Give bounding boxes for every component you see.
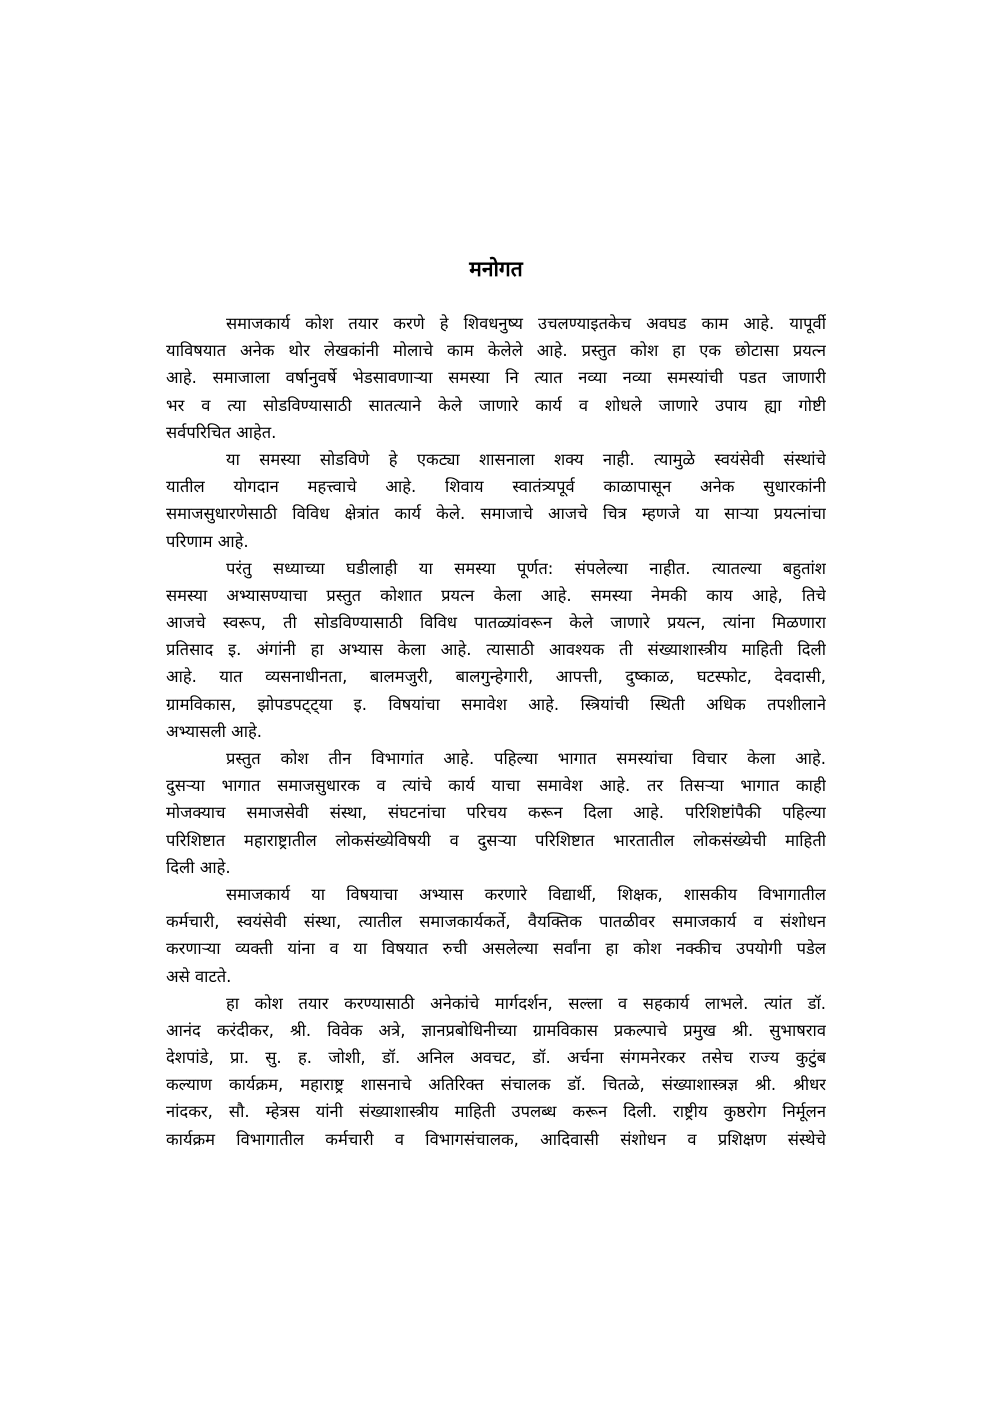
text-line: कार्यक्रम विभागातील कर्मचारी व विभागसंचालक, आदिवासी संशोधन व प्रशिक्षण संस्थेचे [166, 1129, 826, 1149]
text-line: परिशिष्टात महाराष्ट्रातील लोकसंख्येविषयी व दुसऱ्या परिशिष्टात भारतातील लोकसंख्येची माहिती [166, 830, 826, 850]
text-line: अभ्यासली आहे. [166, 721, 263, 741]
text-line: कर्मचारी, स्वयंसेवी संस्था, त्यातील समाजकार्यकर्ते, वैयक्तिक पातळीवर समाजकार्य व संशोधन [166, 912, 826, 932]
text-line: या समस्या सोडविणे हे एकट्या शासनाला शक्य नाही. त्यामुळे स्वयंसेवी संस्थांचे [226, 449, 826, 469]
paragraph [166, 881, 826, 990]
text-line: नांदकर, सौ. म्हेत्रस यांनी संख्याशास्त्रीय माहिती उपलब्ध करून दिली. राष्ट्रीय कुष्ठरोग निर्मूलन [166, 1102, 826, 1122]
preface-body [166, 310, 826, 1153]
paragraph [166, 555, 826, 745]
text-line: परिणाम आहे. [166, 531, 249, 551]
text-line: परंतु सध्याच्या घडीलाही या समस्या पूर्णत: संपलेल्या नाहीत. त्यातल्या बहुतांश [226, 558, 826, 578]
text-line: असे वाटते. [166, 966, 232, 986]
text-line: कल्याण कार्यक्रम, महाराष्ट्र शासनाचे अतिरिक्त संचालक डॉ. चितळे, संख्याशास्त्रज्ञ श्री. श्रीधर [166, 1075, 826, 1095]
text-line: देशपांडे, प्रा. सु. ह. जोशी, डॉ. अनिल अवचट, डॉ. अर्चना संगमनेरकर तसेच राज्य कुटुंब [166, 1048, 826, 1068]
text-line: समाजकार्य कोश तयार करणे हे शिवधनुष्य उचलण्याइतकेच अवघड काम आहे. यापूर्वी [226, 314, 826, 333]
text-line: आहे. समाजाला वर्षानुवर्षे भेडसावणाऱ्या समस्या नि त्यात नव्या नव्या समस्यांची पडत जाणारी [166, 368, 826, 388]
text-line: मोजक्याच समाजसेवी संस्था, संघटनांचा परिचय करून दिला आहे. परिशिष्टांपैकी पहिल्या [166, 803, 826, 823]
page-title: मनोगत [469, 257, 523, 281]
text-line: ग्रामविकास, झोपडपट्ट्या इ. विषयांचा समावेश आहे. स्त्रियांची स्थिती अधिक तपशीलाने [166, 694, 826, 714]
text-line: प्रस्तुत कोश तीन विभागांत आहे. पहिल्या भागात समस्यांचा विचार केला आहे. [226, 749, 826, 768]
text-line: समाजकार्य या विषयाचा अभ्यास करणारे विद्यार्थी, शिक्षक, शासकीय विभागातील [226, 884, 826, 904]
text-line: भर व त्या सोडविण्यासाठी सातत्याने केले जाणारे कार्य व शोधले जाणारे उपाय ह्या गोष्टी [166, 395, 826, 415]
text-line: याविषयात अनेक थोर लेखकांनी मोलाचे काम केलेले आहे. प्रस्तुत कोश हा एक छोटासा प्रयत्न [166, 341, 826, 361]
paragraph [166, 990, 826, 1153]
text-line: करणाऱ्या व्यक्ती यांना व या विषयात रुची असलेल्या सर्वांना हा कोश नक्कीच उपयोगी पडेल [166, 939, 826, 959]
text-line: आनंद करंदीकर, श्री. विवेक अत्रे, ज्ञानप्रबोधिनीच्या ग्रामविकास प्रकल्पाचे प्रमुख श्री. सुभाषराव [166, 1020, 826, 1040]
text-line: सर्वपरिचित आहेत. [166, 422, 277, 442]
text-line: समस्या अभ्यासण्याचा प्रस्तुत कोशात प्रयत्न केला आहे. समस्या नेमकी काय आहे, तिचे [166, 585, 826, 605]
text-line: यातील योगदान महत्त्वाचे आहे. शिवाय स्वातंत्र्यपूर्व काळापासून अनेक सुधारकांनी [166, 477, 826, 497]
paragraph [166, 310, 826, 446]
text-line: प्रतिसाद इ. अंगांनी हा अभ्यास केला आहे. त्यासाठी आवश्यक ती संख्याशास्त्रीय माहिती दिली [166, 640, 826, 660]
text-line: समाजसुधारणेसाठी विविध क्षेत्रांत कार्य केले. समाजाचे आजचे चित्र म्हणजे या साऱ्या प्रयत्नांचा [166, 504, 826, 524]
paragraph [166, 446, 826, 555]
text-line: आजचे स्वरूप, ती सोडविण्यासाठी विविध पातळ्यांवरून केले जाणारे प्रयत्न, त्यांना मिळणारा [166, 613, 826, 633]
text-line: दुसऱ्या भागात समाजसुधारक व त्यांचे कार्य याचा समावेश आहे. तर तिसऱ्या भागात काही [166, 776, 826, 796]
text-line: आहे. यात व्यसनाधीनता, बालमजुरी, बालगुन्हेगारी, आपत्ती, दुष्काळ, घटस्फोट, देवदासी, [166, 667, 826, 687]
text-line: हा कोश तयार करण्यासाठी अनेकांचे मार्गदर्शन, सल्ला व सहकार्य लाभले. त्यांत डॉ. [226, 993, 826, 1013]
text-line: दिली आहे. [166, 857, 231, 877]
paragraph [166, 745, 826, 881]
